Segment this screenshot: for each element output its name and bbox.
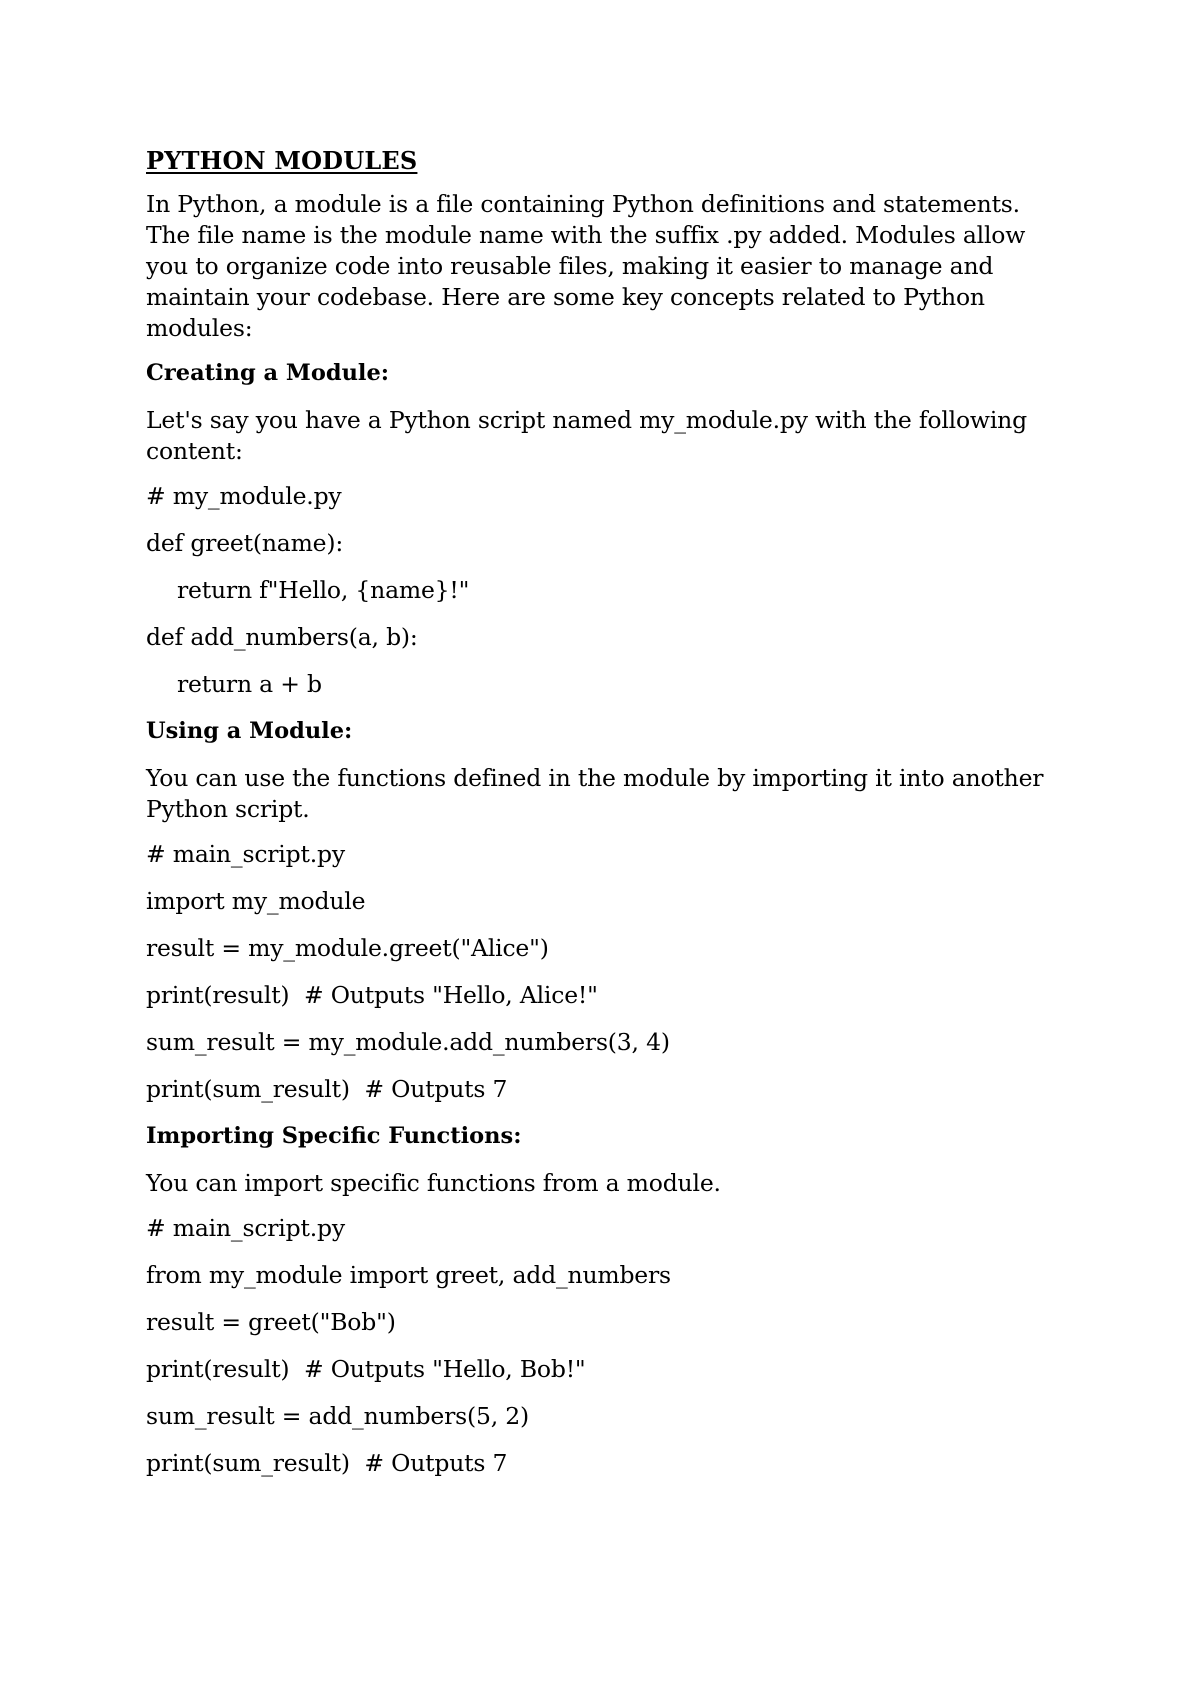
document-page bbox=[146, 146, 1066, 1495]
code-line: print(result) # Outputs "Hello, Bob!" bbox=[146, 1355, 586, 1383]
code-line: result = greet("Bob") bbox=[146, 1308, 396, 1336]
intro-paragraph: In Python, a module is a file containing Python definitions and statements. The file name is the module name with the suffix .py added. Modules allow you to organize code into reusable files, making it easier to manage and maintain your codebase. Here are some key concepts related to Python modules: bbox=[146, 190, 1026, 342]
code-line: print(sum_result) # Outputs 7 bbox=[146, 1449, 508, 1477]
code-line: def greet(name): bbox=[146, 529, 344, 557]
page-title: PYTHON MODULES bbox=[146, 146, 418, 175]
code-line: # main_script.py bbox=[146, 1214, 345, 1242]
section-heading-importing-functions: Importing Specific Functions: bbox=[146, 1123, 522, 1149]
code-line: # my_module.py bbox=[146, 482, 342, 510]
code-line: result = my_module.greet("Alice") bbox=[146, 934, 549, 962]
code-line: from my_module import greet, add_numbers bbox=[146, 1261, 671, 1289]
code-line: import my_module bbox=[146, 887, 366, 915]
code-line-indented: return a + b bbox=[177, 670, 322, 698]
code-line: # main_script.py bbox=[146, 840, 345, 868]
code-line: sum_result = my_module.add_numbers(3, 4) bbox=[146, 1028, 670, 1056]
section-heading-creating-module: Creating a Module: bbox=[146, 360, 390, 386]
code-line: sum_result = add_numbers(5, 2) bbox=[146, 1402, 529, 1430]
code-line: print(sum_result) # Outputs 7 bbox=[146, 1075, 508, 1103]
code-line-indented: return f"Hello, {name}!" bbox=[177, 576, 470, 604]
section-heading-using-module: Using a Module: bbox=[146, 718, 353, 744]
code-line: print(result) # Outputs "Hello, Alice!" bbox=[146, 981, 598, 1009]
section-text-creating-module: Let's say you have a Python script named my_module.py with the following content: bbox=[146, 406, 1027, 465]
section-text-using-module: You can use the functions defined in the module by importing it into another Python script. bbox=[146, 764, 1044, 823]
code-line: def add_numbers(a, b): bbox=[146, 623, 418, 651]
section-text-importing-functions: You can import specific functions from a module. bbox=[146, 1169, 721, 1197]
